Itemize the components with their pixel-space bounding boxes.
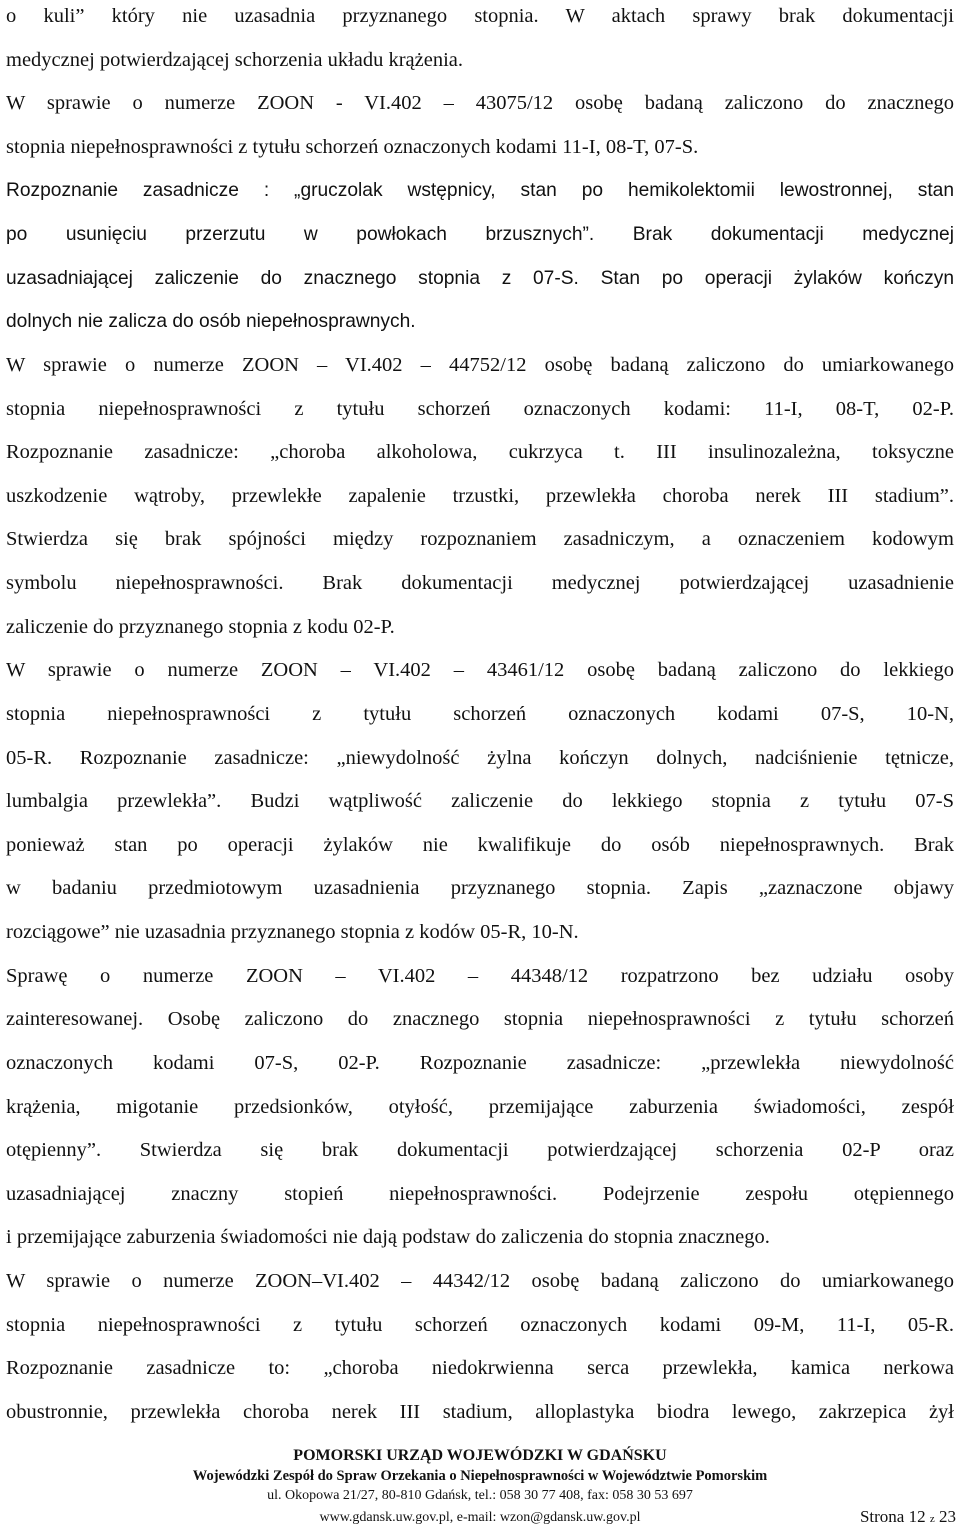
text-line [6,873,954,903]
text-segment: W sprawie o numerze ZOON – VI.402 – 44752/12 osobę badaną zaliczono do umiarkowanego [6,353,954,376]
text-segment: oznaczonych kodami 07-S, 02-P. Rozpoznanie zasadnicze: „przewlekła niewydolność [6,1051,954,1074]
text-line [6,1092,954,1122]
text-segment: otępienny”. Stwierdza się brak dokumentacji potwierdzającej schorzenia 02-P oraz [6,1139,954,1162]
text-segment: zainteresowanej. Osobę zaliczono do znacznego stopnia niepełnosprawności z tytułu schorzeń [6,1008,954,1031]
text-line [6,132,954,162]
text-line [6,1,954,31]
text-segment: stopnia niepełnosprawności z tytułu schorzeń oznaczonych kodami 07-S, 10-N, [6,702,954,725]
text-line [6,1266,954,1296]
text-segment: Rozpoznanie zasadnicze: „choroba alkoholowa, cukrzyca t. III insulinozależna, toksyczne [6,441,954,464]
text-segment: Stwierdza się brak spójności między rozpoznaniem zasadniczym, a oznaczeniem kodowym [6,528,954,551]
text-line [6,219,954,249]
text-segment: symbolu niepełnosprawności. Brak dokumentacji medycznej potwierdzającej uzasadnienie [6,572,954,595]
text-segment: zaliczenie do przyznanego stopnia z kodu 02-P. [6,615,395,638]
text-line [6,1135,954,1165]
text-segment: w badaniu przedmiotowym uzasadnienia przyznanego stopnia. Zapis „zaznaczone objawy [6,877,954,900]
text-line [6,175,954,205]
text-line [6,45,954,75]
text-segment: o kuli” który nie uzasadnia przyznanego stopnia. W aktach sprawy brak dokumentacji [6,5,954,27]
text-line [6,568,954,598]
text-line [6,830,954,860]
text-segment: W sprawie o numerze ZOON–VI.402 – 44342/12 osobę badaną zaliczono do umiarkowanego [6,1269,954,1292]
text-line [6,699,954,729]
text-line [6,524,954,554]
text-segment: krążenia, migotanie przedsionków, otyłość, przemijające zaburzenia świadomości, zespół [6,1095,954,1118]
text-line [6,917,954,947]
text-segment: obustronnie, przewlekła choroba nerek III stadium, alloplastyka biodra lewego, zakrzepica żył [6,1400,954,1423]
text-segment: Rozpoznanie zasadnicze : „gruczolak wstępnicy, stan po hemikolektomii lewostronnej, stan [6,180,954,202]
text-line [6,263,954,293]
text-line [6,350,954,380]
text-segment: 05-R. Rozpoznanie zasadnicze: „niewydolność żylna kończyn dolnych, nadciśnienie tętnicze, [6,746,954,769]
text-segment: W sprawie o numerze ZOON - VI.402 – 43075/12 osobę badaną zaliczono do znacznego [6,92,954,115]
text-segment: rozciągowe” nie uzasadnia przyznanego stopnia z kodów 05-R, 10-N. [6,921,579,944]
text-segment: Rozpoznanie zasadnicze to: „choroba niedokrwienna serca przewlekła, kamica nerkowa [6,1357,954,1380]
text-segment: W sprawie o numerze ZOON – VI.402 – 43461/12 osobę badaną zaliczono do lekkiego [6,659,954,682]
text-segment: stopnia niepełnosprawności z tytułu schorzeń oznaczonych kodami: 11-I, 08-T, 02-P. [6,397,954,420]
text-segment: stopnia niepełnosprawności z tytułu schorzeń oznaczonych kodami 11-I, 08-T, 07-S. [6,135,699,158]
text-segment: dolnych nie zalicza do osób niepełnosprawnych. [6,311,416,333]
text-line [6,1353,954,1383]
footer-contact: www.gdansk.uw.gov.pl, e-mail: wzon@gdansk.uw.gov.pl [319,1510,641,1525]
text-segment: i przemijające zaburzenia świadomości nie dają podstaw do zaliczenia do stopnia znacznego. [6,1226,770,1249]
text-line [6,437,954,467]
text-line [6,1310,954,1340]
text-line [6,1048,954,1078]
text-line [6,786,954,816]
page-number [860,1506,956,1530]
text-line [6,655,954,685]
text-line [6,743,954,773]
text-line [6,1179,954,1209]
text-line [6,88,954,118]
page-number-separator: z [929,1513,935,1525]
text-segment: ponieważ stan po operacji żylaków nie kwalifikuje do osób niepełnosprawnych. Brak [6,833,954,856]
text-segment: uszkodzenie wątroby, przewlekłe zapalenie trzustki, przewlekła choroba nerek III stadium”. [6,484,954,507]
text-line [6,481,954,511]
text-line [6,1004,954,1034]
text-line [6,961,954,991]
text-segment: Sprawę o numerze ZOON – VI.402 – 44348/12 rozpatrzono bez udziału osoby [6,964,954,987]
text-segment: lumbalgia przewlekła”. Budzi wątpliwość zaliczenie do lekkiego stopnia z tytułu 07-S [6,790,954,813]
footer-address: ul. Okopowa 21/27, 80-810 Gdańsk, tel.: 058 30 77 408, fax: 058 30 53 697 [267,1488,693,1503]
text-line [6,394,954,424]
text-line [6,1397,954,1427]
text-line [6,1222,954,1252]
footer-team: Wojewódzki Zespół do Spraw Orzekania o Niepełnosprawności w Województwie Pomorskim [192,1468,768,1484]
page-number-current: Strona 12 [859,1507,926,1526]
text-line [6,612,954,642]
footer-institution: POMORSKI URZĄD WOJEWÓDZKI W GDAŃSKU [293,1447,667,1464]
text-segment: po usunięciu przerzutu w powłokach brzusznych”. Brak dokumentacji medycznej [6,224,954,246]
text-line [6,306,954,336]
text-segment: uzasadniającej zaliczenie do znacznego stopnia z 07-S. Stan po operacji żylaków kończyn [6,267,954,289]
page-number-total: 23 [939,1507,956,1526]
text-segment: uzasadniającej znaczny stopień niepełnosprawności. Podejrzenie zespołu otępiennego [6,1182,954,1205]
text-segment: stopnia niepełnosprawności z tytułu schorzeń oznaczonych kodami 09-M, 11-I, 05-R. [6,1313,954,1336]
text-segment: medycznej potwierdzającej schorzenia układu krążenia. [6,48,464,71]
